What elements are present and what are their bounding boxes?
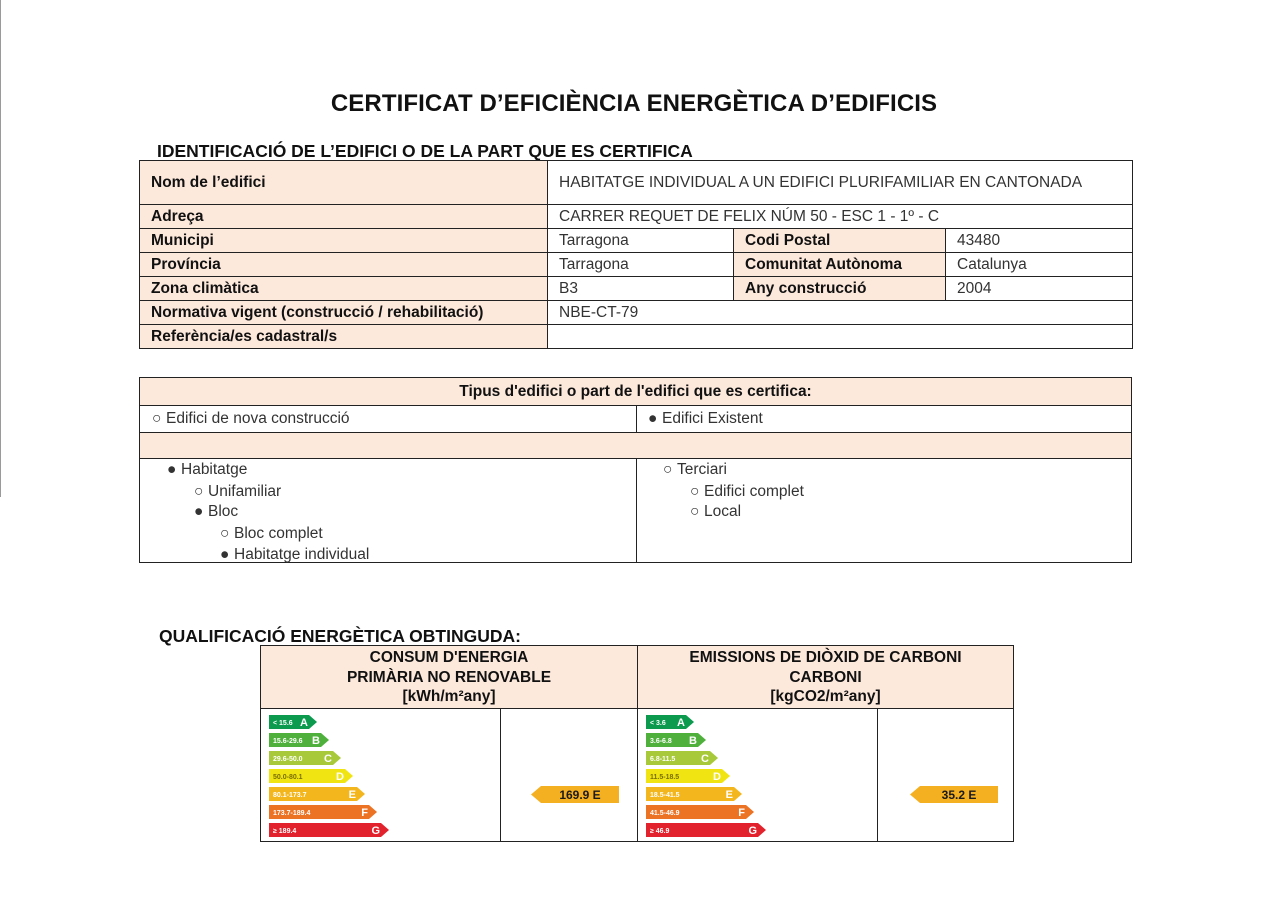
rating-band-range: < 3.6 — [650, 720, 666, 727]
rating-band-letter: F — [361, 807, 368, 819]
rating-band-b — [269, 733, 329, 747]
regulation-value: NBE-CT-79 — [548, 301, 1133, 325]
identification-heading: IDENTIFICACIÓ DE L’EDIFICI O DE LA PART QUE ES CERTIFICA — [157, 141, 693, 161]
energy-result-arrow — [531, 783, 621, 807]
construction-status-row — [140, 406, 1131, 433]
option-individual-dwelling-label: Habitatge individual — [234, 546, 370, 563]
rating-band-letter: G — [371, 825, 380, 837]
radio-selected-icon: ● — [167, 461, 177, 478]
rating-band-range: 3.6-6.8 — [650, 738, 672, 745]
page-edge-rule — [0, 0, 1, 497]
building-name-label: Nom de l’edifici — [140, 161, 548, 205]
rating-band-range: 18.5-41.5 — [650, 792, 680, 799]
identification-table — [139, 160, 1133, 349]
row-municipality — [140, 229, 1133, 253]
radio-unselected-icon: ○ — [663, 461, 673, 478]
rating-band-a — [269, 715, 317, 729]
rating-band-letter: C — [324, 753, 332, 765]
regulation-label: Normativa vigent (construcció / rehabilitació) — [140, 301, 548, 325]
energy-unit: [kWh/m²any] — [402, 688, 496, 705]
option-complete-building[interactable] — [690, 482, 804, 502]
rating-band-range: 80.1-173.7 — [273, 792, 307, 799]
construction-year-label: Any construcció — [734, 277, 946, 301]
row-cadastral — [140, 325, 1133, 349]
row-building-name — [140, 161, 1133, 205]
energy-title-line1: CONSUM D'ENERGIA — [369, 649, 529, 666]
rating-heading: QUALIFICACIÓ ENERGÈTICA OBTINGUDA: — [159, 626, 521, 646]
result-value-label: 35.2 E — [941, 788, 977, 802]
cadastral-value — [548, 325, 1133, 349]
rating-band-a — [646, 715, 694, 729]
rating-band-letter: A — [300, 717, 308, 729]
option-block[interactable] — [194, 502, 238, 522]
radio-unselected-icon: ○ — [152, 410, 162, 427]
rating-band-range: 29.6-50.0 — [273, 756, 303, 763]
option-complete-block[interactable] — [220, 524, 323, 544]
rating-band-d — [646, 769, 730, 783]
option-premises-label: Local — [704, 503, 742, 520]
energy-result-divider — [500, 708, 501, 841]
rating-column-divider — [637, 646, 638, 841]
column-divider — [636, 459, 637, 562]
community-label: Comunitat Autònoma — [734, 253, 946, 277]
option-housing[interactable] — [167, 460, 247, 480]
option-new-construction-label: Edifici de nova construcció — [166, 410, 350, 427]
radio-selected-icon: ● — [648, 410, 658, 427]
row-province — [140, 253, 1133, 277]
rating-band-f — [646, 805, 754, 819]
rating-band-letter: E — [348, 789, 356, 801]
address-value: CARRER REQUET DE FELIX NÚM 50 - ESC 1 - 1º - C — [548, 205, 1133, 229]
row-climate-zone — [140, 277, 1133, 301]
rating-band-g — [646, 823, 766, 837]
building-name-value: HABITATGE INDIVIDUAL A UN EDIFICI PLURIFAMILIAR EN CANTONADA — [548, 161, 1133, 205]
column-divider — [636, 406, 637, 432]
option-new-construction[interactable] — [152, 406, 350, 432]
option-tertiary-label: Terciari — [677, 461, 727, 478]
row-address — [140, 205, 1133, 229]
energy-rating-box — [260, 645, 1014, 842]
rating-band-range: < 15.6 — [273, 720, 293, 727]
province-label: Província — [140, 253, 548, 277]
postal-code-label: Codi Postal — [734, 229, 946, 253]
option-block-label: Bloc — [208, 503, 239, 520]
rating-band-letter: F — [738, 807, 745, 819]
rating-band-letter: D — [713, 771, 721, 783]
rating-band-letter: C — [701, 753, 709, 765]
option-complete-block-label: Bloc complet — [234, 525, 323, 542]
municipality-value: Tarragona — [548, 229, 734, 253]
rating-band-e — [646, 787, 742, 801]
rating-band-letter: A — [677, 717, 685, 729]
building-type-heading: Tipus d'edifici o part de l'edifici que es certifica: — [140, 378, 1131, 406]
radio-unselected-icon: ○ — [690, 483, 700, 500]
rating-band-e — [269, 787, 365, 801]
rating-band-b — [646, 733, 706, 747]
rating-band-letter: E — [725, 789, 733, 801]
document-title: CERTIFICAT D’EFICIÈNCIA ENERGÈTICA D’EDIFICIS — [330, 90, 938, 117]
option-tertiary[interactable] — [663, 460, 727, 480]
option-existing-building[interactable] — [648, 406, 763, 432]
rating-band-g — [269, 823, 389, 837]
radio-unselected-icon: ○ — [220, 525, 230, 542]
option-complete-building-label: Edifici complet — [704, 483, 804, 500]
rating-band-range: 15.6-29.6 — [273, 738, 303, 745]
energy-title-line2: PRIMÀRIA NO RENOVABLE — [346, 668, 552, 686]
option-individual-dwelling[interactable] — [220, 545, 369, 565]
emissions-rating-scale — [646, 714, 874, 840]
radio-unselected-icon: ○ — [194, 483, 204, 500]
province-value: Tarragona — [548, 253, 734, 277]
construction-year-value: 2004 — [946, 277, 1133, 301]
emissions-result-arrow — [910, 783, 1000, 807]
emissions-unit: [kgCO2/m²any] — [770, 688, 881, 705]
emissions-header — [638, 646, 1013, 708]
emissions-title-line2: CARBONI — [789, 668, 862, 686]
climate-zone-label: Zona climàtica — [140, 277, 548, 301]
rating-band-c — [646, 751, 718, 765]
option-single-family-label: Unifamiliar — [208, 483, 282, 500]
option-existing-building-label: Edifici Existent — [662, 410, 763, 427]
energy-rating-scale — [269, 714, 497, 840]
rating-band-letter: D — [336, 771, 344, 783]
rating-band-f — [269, 805, 377, 819]
climate-zone-value: B3 — [548, 277, 734, 301]
building-type-separator-band — [140, 433, 1131, 459]
rating-band-range: 11.5-18.5 — [650, 774, 680, 781]
building-type-box — [139, 377, 1132, 563]
rating-band-c — [269, 751, 341, 765]
option-premises[interactable] — [690, 502, 741, 522]
cadastral-label: Referència/es cadastral/s — [140, 325, 548, 349]
rating-band-range: 41.5-46.9 — [650, 810, 680, 817]
municipality-label: Municipi — [140, 229, 548, 253]
rating-band-range: ≥ 189.4 — [273, 828, 297, 835]
emissions-result-divider — [877, 708, 878, 841]
result-value-label: 169.9 E — [559, 788, 601, 802]
energy-header — [261, 646, 637, 708]
rating-band-d — [269, 769, 353, 783]
rating-band-range: 6.8-11.5 — [650, 756, 676, 763]
rating-band-range: 173.7-189.4 — [273, 810, 311, 817]
postal-code-value: 43480 — [946, 229, 1133, 253]
emissions-title-line1: EMISSIONS DE DIÒXID DE CARBONI — [689, 649, 962, 666]
address-label: Adreça — [140, 205, 548, 229]
rating-band-range: ≥ 46.9 — [650, 828, 670, 835]
option-housing-label: Habitatge — [181, 461, 248, 478]
rating-band-letter: G — [748, 825, 757, 837]
rating-band-range: 50.0-80.1 — [273, 774, 303, 781]
radio-unselected-icon: ○ — [690, 503, 700, 520]
community-value: Catalunya — [946, 253, 1133, 277]
option-single-family[interactable] — [194, 482, 281, 502]
rating-band-letter: B — [689, 735, 697, 747]
radio-selected-icon: ● — [194, 503, 204, 520]
radio-selected-icon: ● — [220, 546, 230, 563]
rating-band-letter: B — [312, 735, 320, 747]
row-regulation — [140, 301, 1133, 325]
